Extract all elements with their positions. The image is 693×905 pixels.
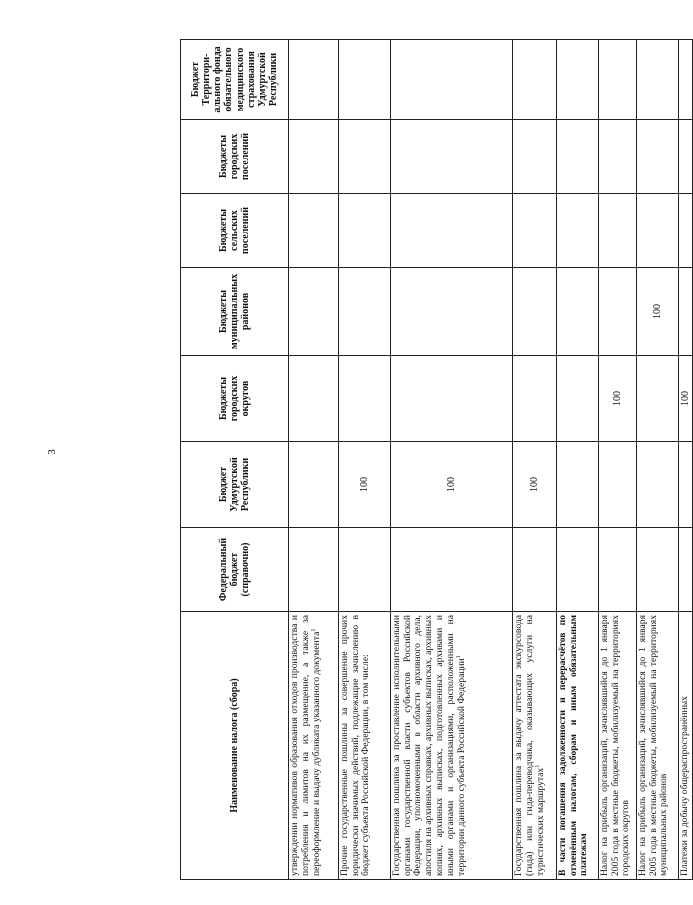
value-cell	[557, 268, 599, 356]
value-cell	[599, 268, 637, 356]
value-cell	[391, 356, 513, 442]
tax-name-text: Платежи за добычу общераспространённых	[679, 696, 690, 876]
value-cell	[679, 194, 693, 268]
value-cell: 100	[513, 442, 557, 528]
value-cell	[557, 194, 599, 268]
tax-name-text: Государственная пошлина за проставление исполнительными органами государственной власти субъектов Российской Федерации, уполномоченными в области архивного дела, апостиля на архивных справках, архивных выписках, архивных копиях, архивных выписках, подготовленных архивами и иными органами и организациями, расположенными на территории данного субъекта Российской Федерации	[391, 615, 468, 876]
value-cell	[339, 268, 391, 356]
header-cell: Бюджеты муниципальных районов	[181, 268, 289, 356]
value-cell	[513, 40, 557, 120]
value-cell	[557, 40, 599, 120]
value-cell	[391, 40, 513, 120]
value-cell	[339, 194, 391, 268]
tax-name-cell	[391, 612, 513, 880]
table-row	[599, 40, 637, 880]
value-cell	[289, 442, 339, 528]
header-cell: Наименование налога (сбора)	[181, 612, 289, 880]
value-cell	[599, 40, 637, 120]
tax-distribution-table	[180, 39, 693, 880]
footnote-mark: 1	[456, 655, 463, 659]
value-cell	[289, 194, 339, 268]
value-cell	[391, 194, 513, 268]
value-cell	[599, 528, 637, 612]
header-cell: Бюджет Удмуртской Республики	[181, 442, 289, 528]
value-cell	[289, 528, 339, 612]
value-cell	[391, 528, 513, 612]
value-cell: 100	[637, 268, 679, 356]
rotated-page	[180, 40, 691, 880]
header-cell: Бюджеты сельских поселений	[181, 194, 289, 268]
tax-name-cell	[679, 612, 693, 880]
value-cell	[637, 356, 679, 442]
value-cell	[513, 356, 557, 442]
value-cell	[289, 356, 339, 442]
tax-name-text: В части погашения задолженности и перерасчётов по отменённым налогам, сборам и иным обязательным платежам	[557, 615, 590, 876]
footnote-mark: 1	[311, 628, 318, 632]
value-cell	[513, 120, 557, 194]
value-cell	[599, 120, 637, 194]
table-row	[339, 40, 391, 880]
value-cell	[513, 528, 557, 612]
value-cell	[289, 120, 339, 194]
tax-name-cell	[339, 612, 391, 880]
value-cell	[513, 268, 557, 356]
table-row	[391, 40, 513, 880]
header-cell: Бюджеты городских поселений	[181, 120, 289, 194]
tax-name-text: Налог на прибыль организаций, зачислявшийся до 1 января 2005 года в местные бюджеты, мобилизуемый на территориях городских округов	[599, 615, 632, 876]
value-cell	[637, 120, 679, 194]
table-row	[289, 40, 339, 880]
table-row	[637, 40, 679, 880]
value-cell: 100	[599, 356, 637, 442]
value-cell	[557, 528, 599, 612]
value-cell	[391, 120, 513, 194]
footnote-mark: 1	[535, 764, 542, 768]
value-cell	[339, 40, 391, 120]
value-cell	[599, 442, 637, 528]
header-cell: Федеральный бюджет (справочно)	[181, 528, 289, 612]
table-row	[679, 40, 693, 880]
value-cell	[637, 194, 679, 268]
header-cell: Бюджет Территори-ального фонда обязательного медицинского страхования Удмуртской Республики	[181, 40, 289, 120]
value-cell	[557, 120, 599, 194]
tax-name-text: Прочие государственные пошлины за совершение прочих юридически значимых действий, подлежащие зачислению в бюджет субъекта Российской Федерации, в том числе:	[339, 615, 372, 876]
value-cell	[339, 120, 391, 194]
header-cell: Бюджеты городских округов	[181, 356, 289, 442]
value-cell	[557, 356, 599, 442]
value-cell	[391, 268, 513, 356]
table-row	[557, 40, 599, 880]
tax-name-text: утверждении нормативов образования отходов производства и потребления и лимитов на их размещение, а также за переоформление и выдачу дубликата указанного документа	[289, 615, 323, 876]
tax-name-text: Государственная пошлина за выдачу аттестата экскурсовода (гида) или гида-переводчика, оказывающих услуги на туристических маршрутах	[513, 615, 547, 876]
value-cell	[679, 120, 693, 194]
header-row	[181, 40, 289, 880]
value-cell	[679, 268, 693, 356]
table-row	[513, 40, 557, 880]
tax-name-cell	[637, 612, 679, 880]
value-cell	[679, 442, 693, 528]
value-cell	[289, 268, 339, 356]
tax-name-cell	[513, 612, 557, 880]
tax-name-text: Налог на прибыль организаций, зачислявшийся до 1 января 2005 года в местные бюджеты, мобилизуемый на территориях муниципальных районов	[637, 615, 670, 876]
page-number: 3	[46, 449, 58, 455]
value-cell	[637, 40, 679, 120]
value-cell	[679, 528, 693, 612]
value-cell: 100	[679, 356, 693, 442]
value-cell	[679, 40, 693, 120]
tax-name-cell	[599, 612, 637, 880]
tax-name-cell	[289, 612, 339, 880]
value-cell	[339, 356, 391, 442]
value-cell	[339, 528, 391, 612]
value-cell	[557, 442, 599, 528]
value-cell	[599, 194, 637, 268]
value-cell: 100	[339, 442, 391, 528]
value-cell	[289, 40, 339, 120]
tax-name-cell	[557, 612, 599, 880]
value-cell	[513, 194, 557, 268]
value-cell: 100	[391, 442, 513, 528]
value-cell	[637, 442, 679, 528]
value-cell	[637, 528, 679, 612]
